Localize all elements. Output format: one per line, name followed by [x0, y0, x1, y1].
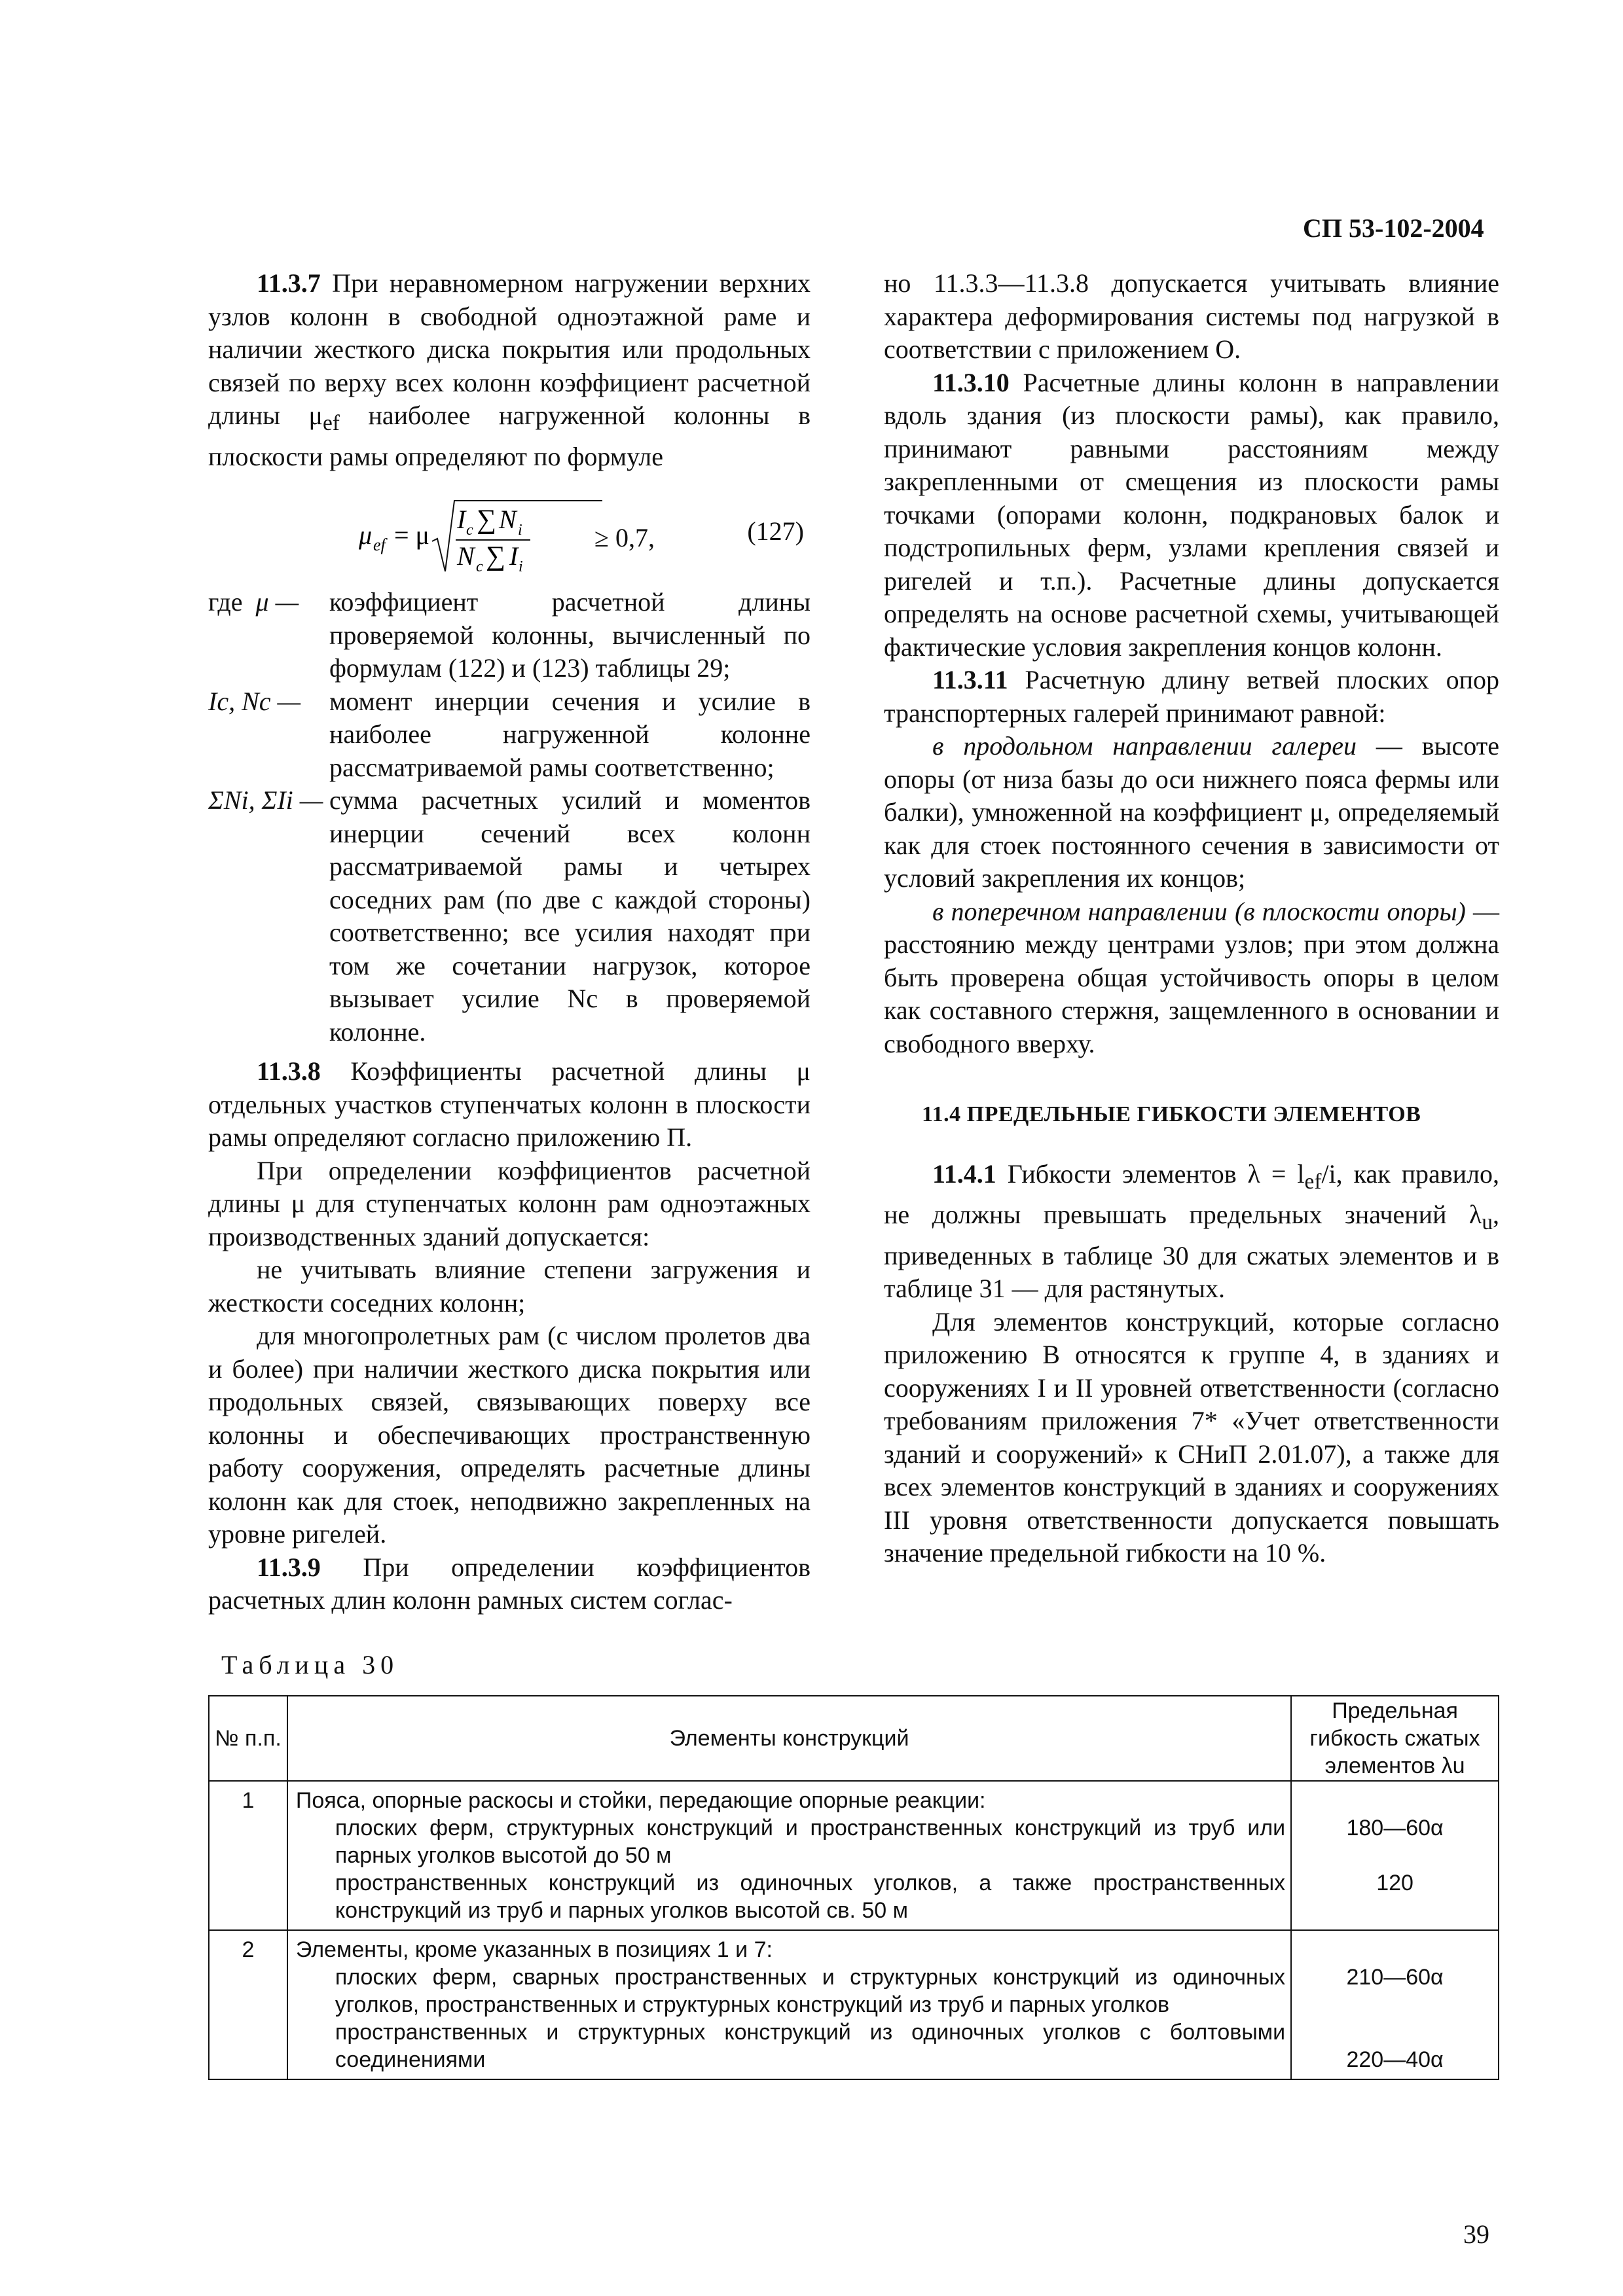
paragraph: не учитывать влияние степени загружения и жесткости соседних колонн; [208, 1255, 811, 1318]
definition-row: ΣNi, ΣIi — сумма расчетных усилий и моментов инерции сечений всех колонн рассматриваемой рамы и четырех соседних рам (по две с каждой стороны) соответственно; все усилия находят при том же сочетании нагрузок, которое вызывает усилие Nc в проверяемой колонне. [208, 785, 811, 1047]
variable-definitions [208, 586, 811, 1049]
svg-text:ef: ef [373, 535, 386, 554]
paragraph: Для элементов конструкций, которые согласно приложению В относятся к группе 4, в зданиях и сооружениях I и II уровней ответственности (согласно требованиям приложения 7* «Учет ответственности зданий и сооружений» к СНиП 2.01.07), а также для всех элементов конструкций в зданиях и сооружениях III уровня ответственности допускается повышать значение предельной гибкости на 10 %. [884, 1306, 1499, 1568]
paragraph: в продольном направлении галереи — высоте опоры (от низа базы до оси нижнего пояса фермы или балки), умноженной на коэффициент μ, определяемый как для стоек постоянного сечения в зависимости от условий закрепления их концов; [884, 731, 1500, 893]
svg-text:μ: μ [359, 520, 373, 550]
row-number: 1 [209, 1781, 287, 1930]
paragraph: При определении коэффициентов расчетной длины μ для ступенчатых колонн рам одноэтажных производственных зданий допускается: [208, 1155, 811, 1251]
clause-11-4-1: 11.4.1 Гибкости элементов $\lambda = l_{ef}/i$, как правило, не должны превышать предельных значений $\lambda_u$, приведенных в таблице 30 для сжатых элементов и в таблице 31 — для растянутых. [884, 1158, 1500, 1303]
table-title: Таблица 30 [221, 1650, 399, 1679]
svg-text:N: N [457, 541, 475, 571]
svg-text:i: i [518, 522, 522, 539]
formula-127 [208, 481, 811, 579]
clause-11-3-7: 11.3.7 При неравномерном нагружении верхних узлов колонн в свободной одноэтажной раме и наличии жесткого диска покрытия или продольных связей по верху всех колонн коэффициент расчетной длины $\mu_{ef}$ наиболее нагруженной колонны в плоскости рамы определяют по формуле [208, 268, 811, 471]
column-header-number: № п.п. [209, 1696, 287, 1781]
svg-text:N: N [499, 505, 517, 534]
svg-text:c: c [476, 558, 483, 575]
row-limit-values: 180—60α 120 [1291, 1781, 1499, 1930]
column-header-elements: Элементы конструкций [287, 1696, 1291, 1781]
row-limit-values: 210—60α 220—40α [1291, 1930, 1499, 2079]
clause-11-3-11: 11.3.11 Расчетную длину ветвей плоских опор транспортерных галерей принимают равной: [884, 665, 1499, 728]
row-number: 2 [209, 1930, 287, 2079]
column-header-limit: Предельная гибкость сжатых элементов λu [1291, 1696, 1499, 1781]
clause-11-3-9: 11.3.9 При определении коэффициентов расчетных длин колонн рамных систем соглас- [208, 1552, 811, 1615]
definition-row: Ic, Nc — момент инерции сечения и усилие в наиболее нагруженной колонне рассматриваемой рамы соответственно; [208, 686, 811, 782]
formula-number: (127) [747, 516, 804, 546]
svg-text:∑: ∑ [477, 505, 496, 535]
row-description: Элементы, кроме указанных в позициях 1 и 7: плоских ферм, сварных пространственных и структурных конструкций из одиночных уголков, пространственных и структурных конструкций из труб и парных уголков пространственных и структурных конструкций из одиночных уголков с болтовыми соединениями [287, 1930, 1291, 2079]
paragraph: для многопролетных рам (с числом пролетов два и более) при наличии жесткого диска покрытия или продольных связей, связывающих поверху все колонны и обеспечивающих пространственную работу сооружения, определять расчетные длины колонн как для стоек, неподвижно закрепленных на уровне ригелей. [208, 1321, 811, 1549]
paragraph: в поперечном направлении (в плоскости опоры) — расстоянию между центрами узлов; при этом должна быть проверена общая устойчивость опоры в целом как составного стержня, защемленного в основании и свободного вверху. [884, 896, 1500, 1058]
svg-text:I: I [457, 505, 466, 534]
table-header-row [209, 1696, 1499, 1781]
formula-condition: ≥ 0,7, [594, 523, 655, 552]
clause-11-3-8: 11.3.8 Коэффициенты расчетной длины μ отдельных участков ступенчатых колонн в плоскости рамы определяют согласно приложению П. [208, 1056, 811, 1152]
document-code: СП 53-102-2004 [1303, 213, 1484, 243]
table-row [209, 1781, 1499, 1930]
section-heading: 11.4 ПРЕДЕЛЬНЫЕ ГИБКОСТИ ЭЛЕМЕНТОВ [922, 1102, 1421, 1126]
svg-text:I: I [509, 541, 519, 571]
svg-text:∑: ∑ [486, 541, 505, 571]
table-row [209, 1930, 1499, 2079]
right-column [884, 267, 1499, 1570]
clause-11-3-10: 11.3.10 Расчетные длины колонн в направлении вдоль здания (из плоскости рамы), как правило, принимают равными расстояниям между закрепленными от смещения из плоскости рамы точками (опорами колонн, подкрановых балок и подстропильных ферм, узлами крепления связей и ригелей и т.п.). Расчетные длины допускается определять на основе расчетной схемы, учитывающей фактические условия закрепления концов колонн. [884, 367, 1499, 662]
svg-text:i: i [519, 558, 523, 575]
formula-graphic [359, 488, 608, 579]
svg-text:c: c [466, 522, 473, 539]
paragraph: но 11.3.3—11.3.8 допускается учитывать влияние характера деформирования системы под нагрузкой в соответствии с приложением О. [884, 268, 1499, 364]
definition-row: где μ — коэффициент расчетной длины проверяемой колонны, вычисленный по формулам (122) и (123) таблицы 29; [208, 587, 811, 683]
slenderness-table [208, 1695, 1499, 2080]
page-number: 39 [1463, 2219, 1489, 2249]
row-description: Пояса, опорные раскосы и стойки, передающие опорные реакции: плоских ферм, структурных конструкций и пространственных конструкций из труб или парных уголков высотой до 50 м пространственных конструкций из одиночных уголков, а также пространственных конструкций из труб и парных уголков высотой св. 50 м [287, 1781, 1291, 1930]
svg-text:= μ: = μ [394, 520, 430, 550]
left-column [208, 267, 811, 1617]
